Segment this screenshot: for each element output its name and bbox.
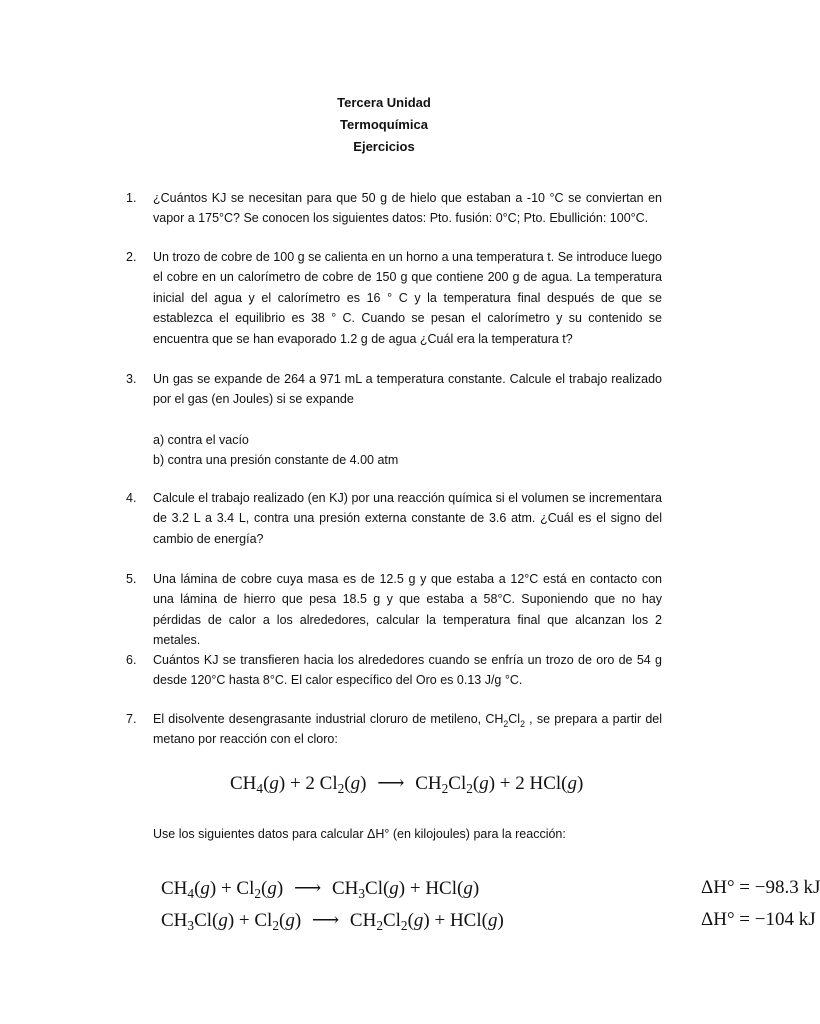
exercise-2	[126, 247, 662, 349]
exercise-text: Cuántos KJ se transfieren hacia los alrededores cuando se enfría un trozo de oro de 54 g desde 120°C hasta 8°C. El calor específico del Oro es 0.13 J/g °C.	[153, 653, 662, 688]
exercise-number: 7.	[126, 712, 137, 726]
exercise-4	[126, 488, 662, 549]
exercise-text: El disolvente desengrasante industrial cloruro de metileno, $CH_2Cl_2$ , se prepara a partir del metano por reacción con el cloro:	[153, 712, 662, 747]
exercise-text: Una lámina de cobre cuya masa es de 12.5 g y que estaba a 12°C está en contacto con una lámina de hierro que pesa 18.5 g y que estaba a 58°C. Suponiendo que no hay pérdidas de calor a los alrededores, calcular la temperatura final que alcanzan los 2 metales.	[153, 572, 662, 648]
exercise-text	[153, 369, 662, 471]
exercise-text: Calcule el trabajo realizado (en KJ) por una reacción química si el volumen se incrementara de 3.2 L a 3.4 L, contra una presión externa constante de 3.6 atm. ¿Cuál es el signo del cambio de energía?	[153, 491, 662, 546]
reaction-arrow: ⟶	[377, 773, 405, 794]
exercise-number: 2.	[126, 250, 137, 264]
topic-title: Termoquímica	[340, 117, 428, 132]
exercise-number: 5.	[126, 572, 137, 586]
step-reaction-1: $CH_4(g) + Cl_2(g)$ ⟶ $CH_3Cl(g) + HCl(g)$ ΔH° = −98.3 kJ	[161, 877, 820, 901]
exercise-6	[126, 650, 662, 691]
exercise-3	[126, 369, 662, 471]
exercise-number: 1.	[126, 191, 137, 205]
section-title: Ejercicios	[353, 139, 415, 154]
enthalpy-value-2: ΔH° = −104 kJ	[701, 909, 816, 930]
enthalpy-value-1: ΔH° = −98.3 kJ	[701, 877, 820, 898]
exercise-number: 6.	[126, 653, 137, 667]
exercise-text: ¿Cuántos KJ se necesitan para que 50 g de hielo que estaban a -10 °C se conviertan en vapor a 175°C? Se conocen los siguientes datos: Pto. fusión: 0°C; Pto. Ebullición: 100°C.	[153, 191, 662, 226]
option-a: a) contra el vacío	[153, 432, 249, 447]
exercise-1	[126, 188, 662, 229]
step-reaction-2: $CH_3Cl(g) + Cl_2(g)$ ⟶ $CH_2Cl_2(g) + HCl(g)$ ΔH° = −104 kJ	[161, 909, 816, 933]
instructions-text: Use los siguientes datos para calcular ΔH° (en kilojoules) para la reacción:	[153, 827, 566, 841]
exercise-statement: Un gas se expande de 264 a 971 mL a temperatura constante. Calcule el trabajo realizado por el gas (en Joules) si se expande	[153, 372, 662, 407]
option-b: b) contra una presión constante de 4.00 atm	[153, 453, 399, 468]
document-header	[0, 92, 768, 158]
exercise-7	[126, 709, 662, 750]
unit-title: Tercera Unidad	[337, 95, 431, 110]
exercise-text: Un trozo de cobre de 100 g se calienta en un horno a una temperatura t. Se introduce luego el cobre en un calorímetro de cobre de 150 g que contiene 200 g de agua. La temperatura inicial del agua y el calorímetro es 16 ° C y la temperatura final después de que se establezca el equilibrio es 38 ° C. Cuando se pesan el calorímetro y su contenido se encuentra que se han evaporado 1.2 g de agua ¿Cuál era la temperatura t?	[153, 250, 662, 346]
exercise-number: 3.	[126, 372, 137, 386]
main-reaction-equation: $CH_4(g) + 2$ $Cl_2(g)$ ⟶ $CH_2Cl_2(g) + 2$ HCl(g)	[230, 773, 584, 796]
exercise-5	[126, 569, 662, 651]
exercise-number: 4.	[126, 491, 137, 505]
